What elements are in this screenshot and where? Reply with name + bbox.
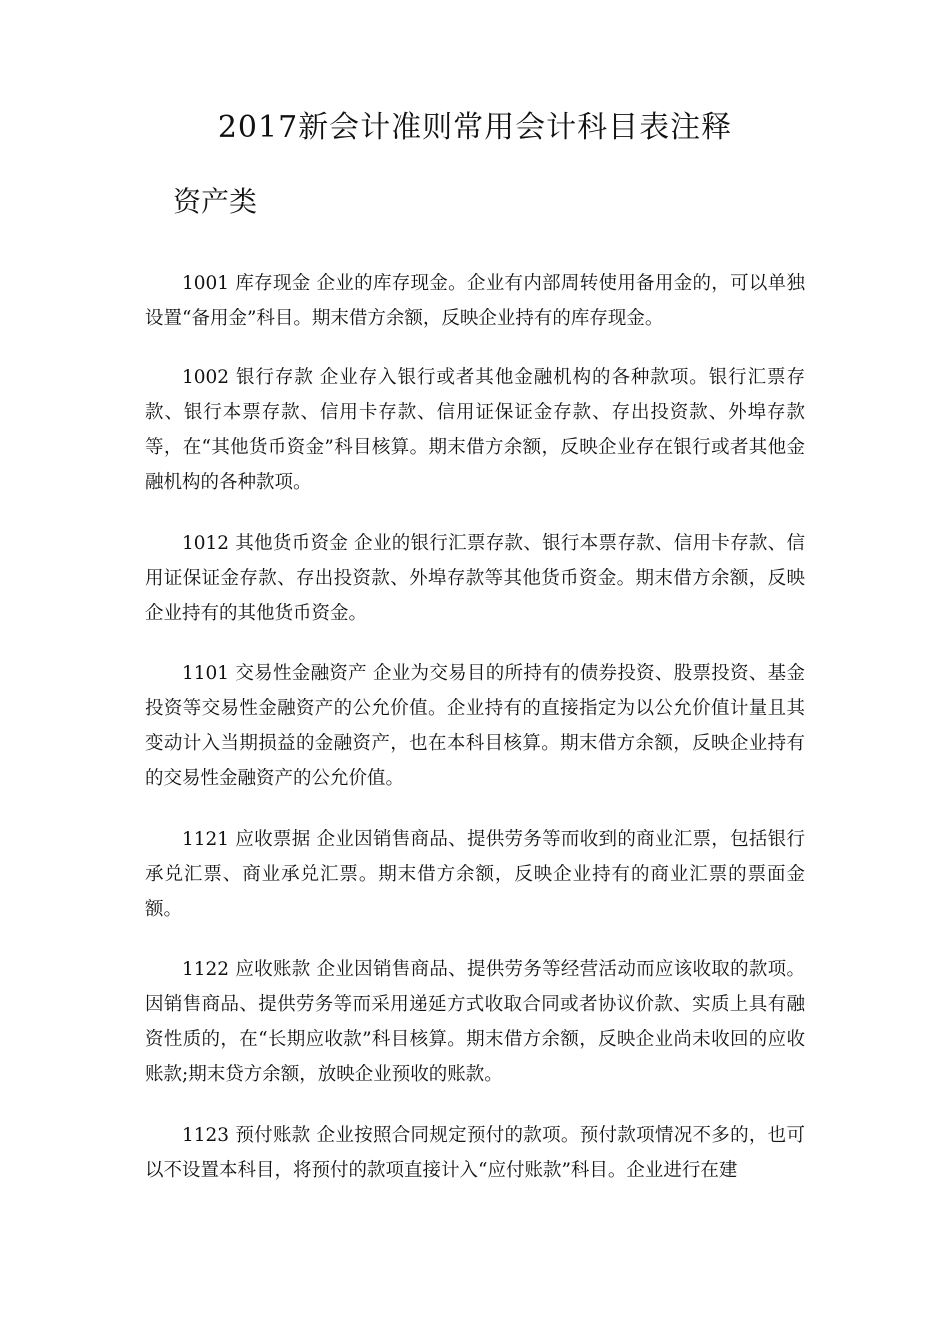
account-name: 应收票据 (235, 829, 311, 850)
account-description: 企业的库存现金。企业有内部周转使用备用金的，可以单独设置“备用金”科目。期末借方余额，反映企业持有的库存现金。 (145, 273, 805, 329)
account-code: 1122 (182, 959, 230, 980)
account-entry (145, 1118, 805, 1188)
account-name: 库存现金 (235, 273, 311, 294)
account-code: 1101 (182, 663, 230, 684)
account-name: 预付账款 (235, 1125, 311, 1146)
account-entry (145, 952, 805, 1092)
account-name: 其他货币资金 (235, 533, 349, 554)
account-description: 企业按照合同规定预付的款项。预付款项情况不多的，也可以不设置本科目，将预付的款项直接计入“应付账款”科目。企业进行在建 (145, 1125, 805, 1181)
account-name: 应收账款 (235, 959, 311, 980)
section-heading: 资产类 (173, 185, 258, 218)
account-code: 1012 (182, 533, 230, 554)
account-entry (145, 656, 805, 796)
account-code: 1001 (182, 273, 230, 294)
account-description: 企业因销售商品、提供劳务等而收到的商业汇票，包括银行承兑汇票、商业承兑汇票。期末借方余额，反映企业持有的商业汇票的票面金额。 (145, 829, 805, 920)
document-title: 2017新会计准则常用会计科目表注释 (217, 110, 733, 145)
account-code: 1121 (182, 829, 230, 850)
account-description: 企业因销售商品、提供劳务等经营活动而应该收取的款项。因销售商品、提供劳务等而采用递延方式收取合同或者协议价款、实质上具有融资性质的，在“长期应收款”科目核算。期末借方余额，反映企业尚未收回的应收账款;期末贷方余额，放映企业预收的账款。 (145, 959, 805, 1085)
account-description: 企业的银行汇票存款、银行本票存款、信用卡存款、信用证保证金存款、存出投资款、外埠存款等其他货币资金。期末借方余额，反映企业持有的其他货币资金。 (145, 533, 805, 624)
account-entry (145, 526, 805, 631)
account-name: 交易性金融资产 (235, 663, 367, 684)
account-entry (145, 822, 805, 927)
account-description: 企业存入银行或者其他金融机构的各种款项。银行汇票存款、银行本票存款、信用卡存款、信用证保证金存款、存出投资款、外埠存款等，在“其他货币资金”科目核算。期末借方余额，反映企业存在银行或者其他金融机构的各种款项。 (145, 367, 805, 493)
account-name: 银行存款 (235, 367, 314, 388)
account-code: 1123 (182, 1125, 230, 1146)
account-entry (145, 266, 805, 336)
account-entry (145, 360, 805, 500)
account-description: 企业为交易目的所持有的债券投资、股票投资、基金投资等交易性金融资产的公允价值。企业持有的直接指定为以公允价值计量且其变动计入当期损益的金融资产，也在本科目核算。期末借方余额，反映企业持有的交易性金融资产的公允价值。 (145, 663, 805, 789)
account-code: 1002 (182, 367, 230, 388)
